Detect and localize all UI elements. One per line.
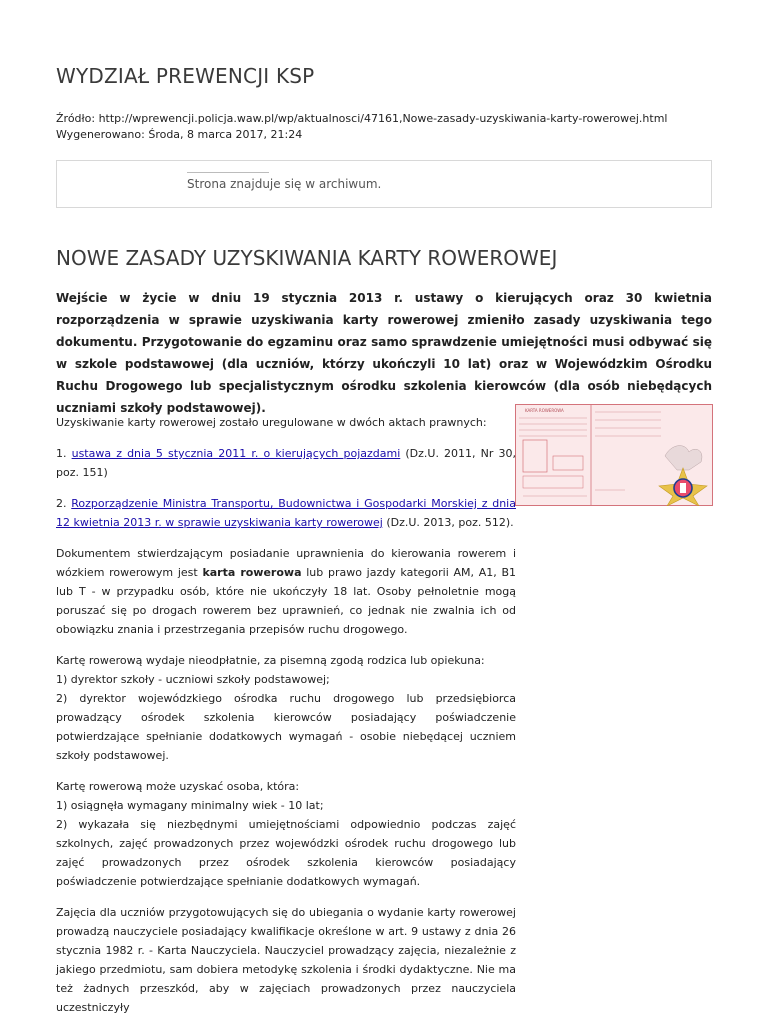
divider: [187, 172, 269, 173]
legal-act-2-citation: (Dz.U. 2013, poz. 512).: [382, 516, 514, 529]
legal-act-2: [56, 494, 516, 532]
legal-act-1-link[interactable]: ustawa z dnia 5 stycznia 2011 r. o kierujących pojazdami: [71, 447, 401, 460]
classes-paragraph: Zajęcia dla uczniów przygotowujących się do ubiegania o wydanie karty rowerowej prowadzą nauczyciele posiadający kwalifikacje określone w art. 9 ustawy z dnia 26 stycznia 1982 r. - Karta Nauczyciela. Nauczyciel prowadzący zajęcia, niezależnie z jakiego przedmiotu, sam dobiera metodykę szkolenia i środki dydaktyczne. Nie ma też żadnych przeszkód, aby w zajęciach prowadzonych przez nauczyciela uczestniczyły: [56, 906, 516, 1014]
legal-act-1-citation: (Dz.U. 2011, Nr 30, poz. 151): [56, 447, 516, 479]
article-title: NOWE ZASADY UZYSKIWANIA KARTY ROWEROWEJ: [56, 246, 558, 270]
karta-rowerowa-image: [515, 404, 713, 506]
condition-item-1: 1) osiągnęła wymagany minimalny wiek - 10 lat;: [56, 799, 324, 812]
archive-notice-box: [56, 160, 712, 208]
archive-notice: Strona znajduje się w archiwum.: [187, 177, 382, 191]
issue-paragraph: [56, 651, 516, 765]
generated-line: Wygenerowano: Środa, 8 marca 2017, 21:24: [56, 128, 303, 141]
source-meta: [56, 111, 667, 143]
site-title: WYDZIAŁ PREWENCJI KSP: [56, 64, 315, 88]
issue-intro: Kartę rowerową wydaje nieodpłatnie, za pisemną zgodą rodzica lub opiekuna:: [56, 654, 485, 667]
article-body: [56, 413, 516, 1029]
legal-act-1: [56, 444, 516, 482]
condition-item-2: 2) wykazała się niezbędnymi umiejętnościami odpowiednio podczas zajęć szkolnych, zajęć prowadzonych przez wojewódzki ośrodek ruchu drogowego lub zajęć prowadzonych przez ośrodek szkolenia kierowców posiadający poświadczenie potwierdzające spełnianie dodatkowych wymagań.: [56, 818, 516, 888]
issue-item-1: 1) dyrektor szkoły - uczniowi szkoły podstawowej;: [56, 673, 330, 686]
legal-act-1-number: 1.: [56, 447, 72, 460]
document-paragraph: [56, 544, 516, 639]
legal-act-2-link[interactable]: Rozporządzenie Ministra Transportu, Budownictwa i Gospodarki Morskiej z dnia 12 kwietnia 2013 r. w sprawie uzyskiwania karty rowerowej: [56, 497, 516, 529]
card-heading: KARTA ROWEROWA: [525, 408, 564, 413]
issue-item-2: 2) dyrektor wojewódzkiego ośrodka ruchu drogowego lub przedsiębiorca prowadzący ośrodek szkolenia kierowców posiadający poświadczenie potwierdzające spełnianie dodatkowych wymagań - osobie niebędącej uczniem szkoły podstawowej.: [56, 692, 516, 762]
conditions-paragraph: [56, 777, 516, 891]
conditions-intro: Kartę rowerową może uzyskać osoba, która:: [56, 780, 300, 793]
intro-paragraph: Uzyskiwanie karty rowerowej zostało uregulowane w dwóch aktach prawnych:: [56, 416, 487, 429]
source-line: Źródło: http://wprewencji.policja.waw.pl/wp/aktualnosci/47161,Nowe-zasady-uzyskiwania-karty-rowerowej.html: [56, 112, 668, 125]
karta-rowerowa-bold: karta rowerowa: [202, 566, 302, 579]
legal-act-2-number: 2.: [56, 497, 72, 510]
document-paragraph-text: Dokumentem stwierdzającym posiadanie uprawnienia do kierowania rowerem i wózkiem rowerowym jest: [56, 547, 516, 579]
article-lead: Wejście w życie w dniu 19 stycznia 2013 r. ustawy o kierujących oraz 30 kwietnia rozporządzenia w sprawie uzyskiwania karty rowerowej zmieniło zasady uzyskiwania tego dokumentu. Przygotowanie do egzaminu oraz samo sprawdzenie umiejętności musi odbywać się w szkole podstawowej (dla uczniów, którzy ukończyli 10 lat) oraz w Wojewódzkim Ośrodku Ruchu Drogowego lub specjalistycznym ośrodku szkolenia kierowców (dla osób niebędących uczniami szkoły podstawowej).: [56, 291, 712, 415]
document-paragraph-text-end: lub prawo jazdy kategorii AM, A1, B1 lub T - w przypadku osób, które nie ukończyły 18 lat. Osoby pełnoletnie mogą poruszać się po drogach rowerem bez uprawnień, co jednak nie zwalnia ich od obowiązku znania i przestrzegania przepisów ruchu drogowego.: [56, 566, 516, 636]
